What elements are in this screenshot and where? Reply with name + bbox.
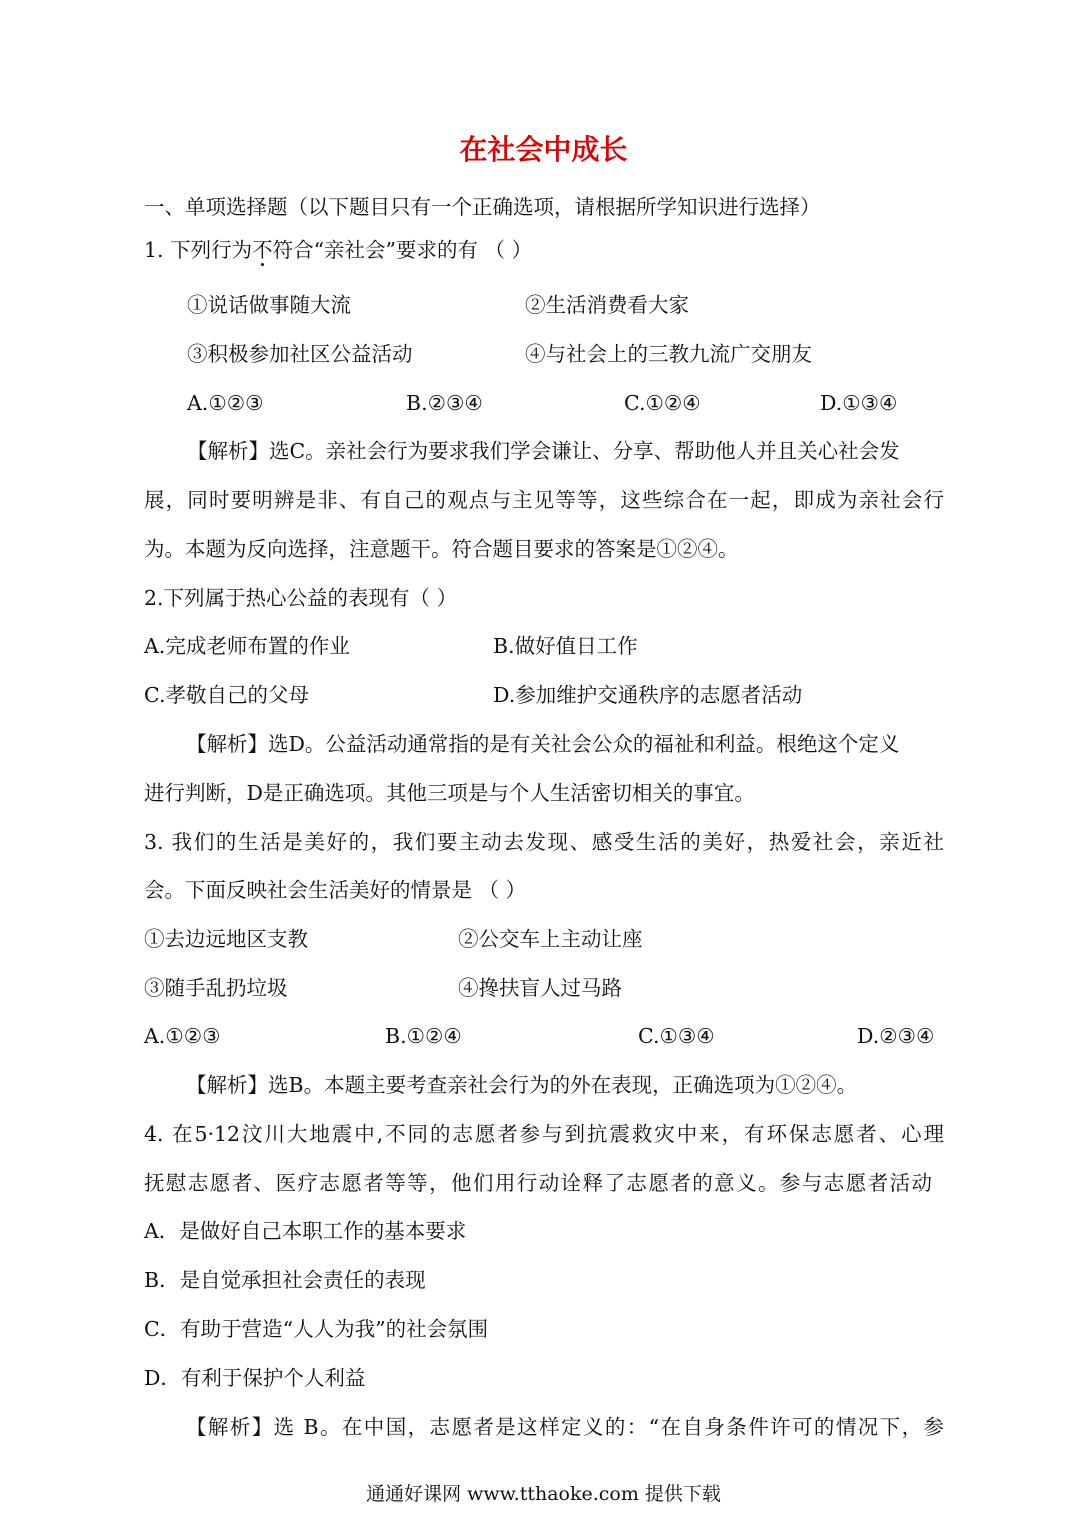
q4-stem-line2: 抚慰志愿者、医疗志愿者等等，他们用行动诠释了志愿者的意义。参与志愿者活动: [144, 1171, 932, 1195]
q3-option-b: B.①②④: [385, 1024, 462, 1048]
q1-analysis-line3: 为。本题为反向选择，注意题干。符合题目要求的答案是①②④。: [144, 537, 739, 561]
q2-analysis-line2: 进行判断，D是正确选项。其他三项是与个人生活密切相关的事宜。: [144, 781, 755, 805]
q4-analysis-line1: 【解析】选 B。在中国，志愿者是这样定义的：“在自身条件许可的情况下，参: [186, 1415, 944, 1439]
q2-analysis-line1: 【解析】选D。公益活动通常指的是有关社会公众的福祉和利益。根绝这个定义: [186, 732, 900, 756]
q1-option-a: A.①②③: [187, 391, 264, 415]
q4-option-d: D．有利于保护个人利益: [144, 1366, 366, 1390]
q3-option-a: A.①②③: [144, 1024, 221, 1048]
q3-item-3: ③随手乱扔垃圾: [144, 976, 288, 1000]
q2-option-b: B.做好值日工作: [493, 634, 638, 658]
q1-item-3: ③积极参加社区公益活动: [187, 342, 413, 366]
q1-stem-part-b: 符合“亲社会”要求的有 （ ）: [272, 238, 533, 262]
q1-stem: [144, 235, 944, 265]
q4-stem-line1: 4. 在5·12汶川大地震中,不同的志愿者参与到抗震救灾中来，有环保志愿者、心理: [144, 1122, 944, 1146]
q1-option-d: D.①③④: [820, 391, 898, 415]
section-header: 一、单项选择题（以下题目只有一个正确选项，请根据所学知识进行选择）: [144, 195, 821, 219]
q1-item-4: ④与社会上的三教九流广交朋友: [525, 342, 812, 366]
q4-option-a: A．是做好自己本职工作的基本要求: [144, 1219, 467, 1243]
q3-option-c: C.①③④: [638, 1024, 715, 1048]
q2-stem: 2.下列属于热心公益的表现有（ ）: [144, 586, 458, 610]
q4-option-b: B．是自觉承担社会责任的表现: [144, 1268, 426, 1292]
page-footer: 通通好课网 www.tthaoke.com 提供下载: [366, 1483, 721, 1505]
q3-item-2: ②公交车上主动让座: [458, 927, 643, 951]
q3-stem-line2: 会。下面反映社会生活美好的情景是 （ ）: [144, 878, 527, 902]
q1-stem-emphasis: 不: [252, 238, 273, 262]
q3-option-d: D.②③④: [857, 1024, 935, 1048]
q1-stem-part-a: 1. 下列行为: [144, 238, 253, 262]
q2-option-d: D.参加维护交通秩序的志愿者活动: [493, 683, 803, 707]
q3-analysis: 【解析】选B。本题主要考查亲社会行为的外在表现，正确选项为①②④。: [186, 1073, 858, 1097]
q3-item-1: ①去边远地区支教: [144, 927, 308, 951]
q1-item-2: ②生活消费看大家: [525, 293, 689, 317]
page-title: 在社会中成长: [459, 133, 628, 166]
q3-stem-line1: 3. 我们的生活是美好的，我们要主动去发现、感受生活的美好，热爱社会，亲近社: [144, 830, 944, 854]
q3-item-4: ④搀扶盲人过马路: [458, 976, 622, 1000]
q4-option-c: C．有助于营造“人人为我”的社会氛围: [144, 1317, 489, 1341]
q1-analysis-line2: 展，同时要明辨是非、有自己的观点与主见等等，这些综合在一起，即成为亲社会行: [144, 488, 944, 512]
q2-option-a: A.完成老师布置的作业: [144, 634, 350, 658]
q1-item-1: ①说话做事随大流: [187, 293, 351, 317]
q1-option-b: B.②③④: [406, 391, 483, 415]
q2-option-c: C.孝敬自己的父母: [144, 683, 309, 707]
q1-analysis-line1: 【解析】选C。亲社会行为要求我们学会谦让、分享、帮助他人并且关心社会发: [187, 439, 900, 463]
q1-option-c: C.①②④: [624, 391, 701, 415]
